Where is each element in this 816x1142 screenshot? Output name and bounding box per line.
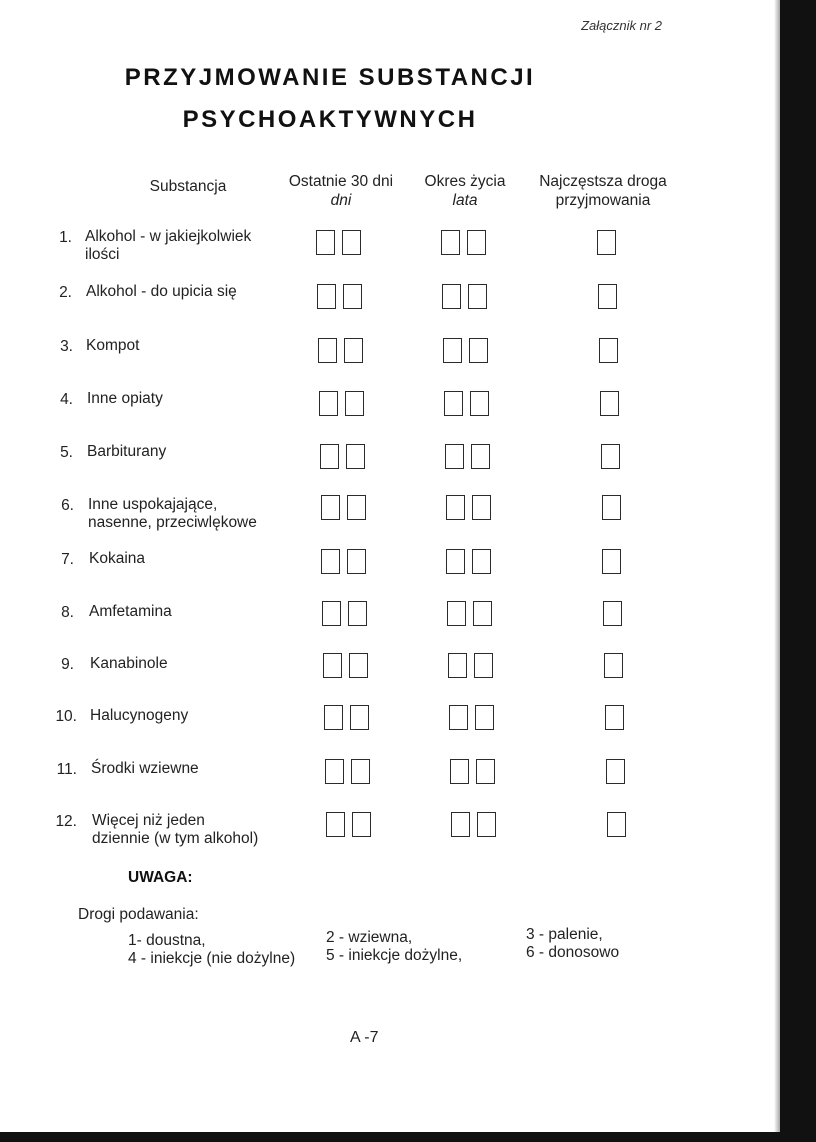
substance-name <box>89 603 289 621</box>
column-header-last30 <box>272 172 410 210</box>
substance-name-line1: Barbiturany <box>87 443 167 460</box>
route-box[interactable] <box>606 759 625 784</box>
lifetime-digit2-box[interactable] <box>469 338 488 363</box>
substance-name <box>91 760 291 778</box>
substance-name-line1: Alkohol - w jakiejkolwiek <box>85 228 252 245</box>
lifetime-digit2-box[interactable] <box>467 230 486 255</box>
lifetime-digit2-box[interactable] <box>472 549 491 574</box>
lifetime-digit2-box[interactable] <box>475 705 494 730</box>
substance-name-line1: Kanabinole <box>90 655 168 672</box>
substance-name-line1: Środki wziewne <box>91 760 199 777</box>
row-number: 8. <box>61 604 74 621</box>
lifetime-digit1-box[interactable] <box>446 495 465 520</box>
substance-name <box>90 707 290 725</box>
last30-digit1-box[interactable] <box>325 759 344 784</box>
last30-digit1-box[interactable] <box>322 601 341 626</box>
row-number: 11. <box>56 761 77 778</box>
last30-digit2-box[interactable] <box>351 759 370 784</box>
row-number: 7. <box>61 551 74 568</box>
substance-name <box>88 496 288 532</box>
last30-digit1-box[interactable] <box>321 549 340 574</box>
route-box[interactable] <box>601 444 620 469</box>
column-header-last30-unit: dni <box>330 192 352 209</box>
legend-heading: Drogi podawania: <box>78 906 199 923</box>
lifetime-digit2-box[interactable] <box>472 495 491 520</box>
lifetime-digit1-box[interactable] <box>447 601 466 626</box>
row-number: 10. <box>55 708 77 725</box>
page-title-line1: PRZYJMOWANIE SUBSTANCJI <box>124 64 536 91</box>
lifetime-digit2-box[interactable] <box>474 653 493 678</box>
last30-digit2-box[interactable] <box>348 601 367 626</box>
lifetime-digit1-box[interactable] <box>446 549 465 574</box>
lifetime-digit2-box[interactable] <box>477 812 496 837</box>
route-box[interactable] <box>602 549 621 574</box>
last30-digit1-box[interactable] <box>324 705 343 730</box>
column-header-route-line1: Najczęstsza droga <box>539 173 667 190</box>
lifetime-digit2-box[interactable] <box>476 759 495 784</box>
row-number: 5. <box>60 444 73 461</box>
row-number: 1. <box>59 229 72 246</box>
lifetime-digit1-box[interactable] <box>448 653 467 678</box>
column-header-lifetime-text: Okres życia <box>424 173 506 190</box>
last30-digit1-box[interactable] <box>320 444 339 469</box>
lifetime-digit1-box[interactable] <box>442 284 461 309</box>
page-number: A -7 <box>350 1029 379 1046</box>
lifetime-digit1-box[interactable] <box>445 444 464 469</box>
column-header-lifetime <box>400 172 530 210</box>
row-number: 12. <box>55 813 77 830</box>
column-header-route <box>528 172 678 210</box>
lifetime-digit1-box[interactable] <box>441 230 460 255</box>
route-box[interactable] <box>599 338 618 363</box>
last30-digit2-box[interactable] <box>344 338 363 363</box>
last30-digit1-box[interactable] <box>321 495 340 520</box>
legend-item: 4 - iniekcje (nie dożylne) <box>128 950 296 967</box>
last30-digit2-box[interactable] <box>352 812 371 837</box>
substance-name-line2: nasenne, przeciwlękowe <box>88 514 257 531</box>
legend-item: 5 - iniekcje dożylne, <box>326 947 463 964</box>
lifetime-digit1-box[interactable] <box>444 391 463 416</box>
last30-digit2-box[interactable] <box>345 391 364 416</box>
substance-name <box>87 390 287 408</box>
last30-digit1-box[interactable] <box>319 391 338 416</box>
row-number: 4. <box>60 391 73 408</box>
column-header-substance <box>118 177 258 196</box>
scan-edge <box>780 0 816 1142</box>
legend-item: 3 - palenie, <box>526 926 603 943</box>
legend-item: 2 - wziewna, <box>326 929 413 946</box>
scan-edge-bottom <box>0 1132 816 1142</box>
substance-name <box>85 228 285 264</box>
route-box[interactable] <box>607 812 626 837</box>
lifetime-digit2-box[interactable] <box>470 391 489 416</box>
lifetime-digit2-box[interactable] <box>468 284 487 309</box>
lifetime-digit1-box[interactable] <box>451 812 470 837</box>
last30-digit2-box[interactable] <box>346 444 365 469</box>
last30-digit2-box[interactable] <box>342 230 361 255</box>
substance-name-line1: Halucynogeny <box>90 707 189 724</box>
note-label: UWAGA: <box>128 869 193 886</box>
substance-name <box>92 812 292 848</box>
substance-name-line1: Kokaina <box>89 550 146 567</box>
last30-digit2-box[interactable] <box>347 495 366 520</box>
last30-digit2-box[interactable] <box>349 653 368 678</box>
row-number: 9. <box>61 656 74 673</box>
substance-name <box>86 283 286 301</box>
last30-digit2-box[interactable] <box>343 284 362 309</box>
last30-digit1-box[interactable] <box>326 812 345 837</box>
last30-digit1-box[interactable] <box>323 653 342 678</box>
row-number: 3. <box>60 338 73 355</box>
lifetime-digit1-box[interactable] <box>449 705 468 730</box>
route-box[interactable] <box>603 601 622 626</box>
substance-name-line1: Amfetamina <box>89 603 172 620</box>
substance-name-line2: ilości <box>85 246 120 263</box>
lifetime-digit2-box[interactable] <box>471 444 490 469</box>
lifetime-digit1-box[interactable] <box>443 338 462 363</box>
column-header-substance-text: Substancja <box>149 178 227 195</box>
last30-digit1-box[interactable] <box>316 230 335 255</box>
last30-digit2-box[interactable] <box>347 549 366 574</box>
last30-digit1-box[interactable] <box>318 338 337 363</box>
substance-name-line2: dziennie (w tym alkohol) <box>92 830 259 847</box>
page-title-line2: PSYCHOAKTYWNYCH <box>182 106 478 133</box>
last30-digit1-box[interactable] <box>317 284 336 309</box>
annex-label: Załącznik nr 2 <box>581 18 662 33</box>
route-box[interactable] <box>605 705 624 730</box>
legend-item: 6 - donosowo <box>526 944 620 961</box>
route-box[interactable] <box>597 230 616 255</box>
row-number: 2. <box>59 284 72 301</box>
route-box[interactable] <box>600 391 619 416</box>
substance-name-line1: Kompot <box>86 337 140 354</box>
substance-name <box>90 655 290 673</box>
substance-name-line1: Inne uspokajające, <box>88 496 218 513</box>
substance-name-line1: Alkohol - do upicia się <box>86 283 237 300</box>
route-box[interactable] <box>602 495 621 520</box>
substance-name-line1: Inne opiaty <box>87 390 163 407</box>
last30-digit2-box[interactable] <box>350 705 369 730</box>
route-box[interactable] <box>598 284 617 309</box>
column-header-lifetime-unit: lata <box>452 192 478 209</box>
lifetime-digit1-box[interactable] <box>450 759 469 784</box>
column-header-route-line2: przyjmowania <box>555 192 651 209</box>
substance-name <box>89 550 289 568</box>
substance-name <box>87 443 287 461</box>
substance-name <box>86 337 286 355</box>
lifetime-digit2-box[interactable] <box>473 601 492 626</box>
column-header-last30-text: Ostatnie 30 dni <box>288 173 394 190</box>
route-box[interactable] <box>604 653 623 678</box>
substance-name-line1: Więcej niż jeden <box>92 812 205 829</box>
legend-item: 1- doustna, <box>128 932 206 949</box>
row-number: 6. <box>61 497 74 514</box>
